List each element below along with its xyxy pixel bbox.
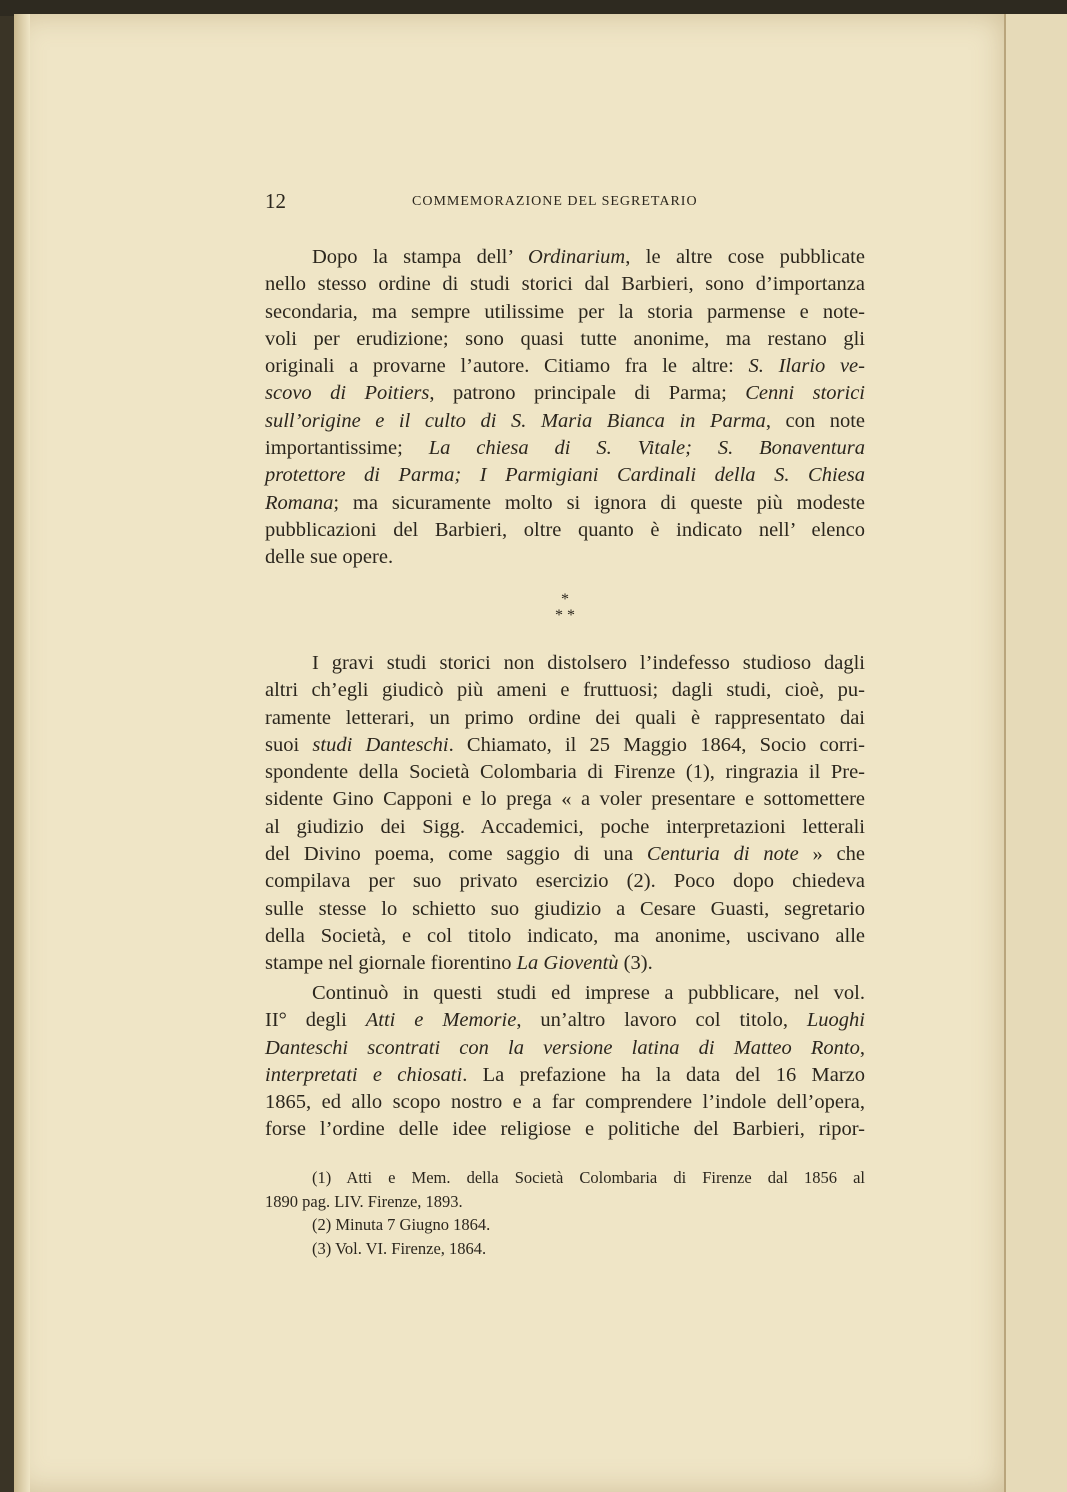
italic-text: studi Danteschi (312, 733, 449, 756)
text-run: , (859, 1036, 865, 1059)
italic-text: La Gioventù (516, 952, 619, 975)
text-run: 1865, ed allo scopo nostro e a far comprendere l’indole dell’opera, (265, 1091, 865, 1114)
text-line (265, 244, 865, 271)
text-run: (3). (618, 952, 653, 975)
text-line (265, 1116, 865, 1143)
text-line (265, 271, 865, 298)
text-run: del Divino poema, come saggio di una (265, 843, 647, 866)
text-run: voli per erudizione; sono quasi tutte anonime, ma restano gli (265, 327, 865, 350)
italic-text: Ordinarium (528, 246, 626, 268)
text-line (265, 841, 865, 868)
text-run: II° degli (265, 1009, 366, 1032)
text-line (265, 705, 865, 732)
text-run: sidente Gino Capponi e lo prega « a voler presentare e sottomettere (265, 788, 865, 811)
text-run: ; ma sicuramente molto si ignora di queste più modeste (333, 491, 865, 514)
italic-text: Romana (265, 491, 334, 514)
paragraph (265, 650, 865, 978)
italic-text: Luoghi (806, 1009, 866, 1032)
italic-text: Cenni storici (745, 382, 865, 405)
text-line (265, 326, 865, 353)
text-line (265, 923, 865, 950)
text-run: , le altre cose pubblicate (625, 246, 865, 268)
text-line (265, 435, 865, 462)
footnote: (3) Vol. VI. Firenze, 1864. (312, 1238, 487, 1258)
text-run: I gravi studi storici non distolsero l’indefesso studioso dagli (312, 652, 865, 674)
italic-text: protettore di Parma; I Parmigiani Cardinali della S. Chiesa (265, 464, 865, 487)
text-run: suoi (265, 733, 313, 756)
italic-text: Centuria di note (646, 843, 799, 866)
text-line (265, 462, 865, 489)
italic-text: sull’origine e il culto di S. Maria Bianca in Parma (265, 409, 766, 432)
next-page-edge (1004, 14, 1067, 1492)
italic-text: La chiesa di S. Vitale; S. Bonaventura (428, 437, 866, 460)
text-run: forse l’ordine delle idee religiose e politiche del Barbieri, ripor- (265, 1118, 865, 1141)
text-run: . Chiamato, il 25 Maggio 1864, Socio corri- (448, 733, 865, 756)
text-line (265, 1035, 865, 1062)
italic-text: scovo di Poitiers (265, 382, 430, 405)
footnote: (1) Atti e Mem. della Società Colombaria di Firenze dal 1856 al (312, 1168, 865, 1187)
text-run: , con note (765, 409, 866, 432)
text-run: nello stesso ordine di studi storici dal Barbieri, sono d’importanza (265, 273, 865, 296)
text-run: sulle stesse lo schietto suo giudizio a Cesare Guasti, segretario (265, 897, 865, 920)
text-run: Dopo la stampa dell’ (312, 246, 529, 268)
text-run: Continuò in questi studi ed imprese a pubblicare, nel vol. (312, 982, 865, 1004)
page-gutter-shadow (14, 14, 30, 1492)
italic-text: Atti e Memorie (365, 1009, 517, 1032)
text-line (265, 490, 865, 517)
italic-text: Danteschi scontrati con la versione latina di Matteo Ronto (265, 1036, 860, 1059)
text-line (265, 759, 865, 786)
italic-text: S. Ilario ve- (748, 355, 865, 378)
text-line (265, 786, 865, 813)
text-line (265, 732, 865, 759)
text-line (265, 353, 865, 380)
text-run: originali a provarne l’autore. Citiamo fra le altre: (265, 355, 749, 378)
text-line (265, 896, 865, 923)
text-line (265, 814, 865, 841)
text-run: , un’altro lavoro col titolo, (516, 1009, 807, 1032)
text-run: compilava per suo privato esercizio (2). Poco dopo chiedeva (265, 870, 865, 893)
text-run: spondente della Società Colombaria di Firenze (1), ringrazia il Pre- (265, 761, 865, 784)
paragraph (265, 980, 865, 1144)
footnotes (265, 1166, 865, 1260)
text-line (265, 950, 865, 977)
text-run: altri ch’egli giudicò più ameni e fruttuosi; dagli studi, cioè, pu- (265, 679, 865, 702)
text-line (265, 299, 865, 326)
text-run: secondaria, ma sempre utilissime per la storia parmense e note- (265, 300, 865, 323)
text-run: , patrono principale di Parma; (429, 382, 746, 405)
italic-text: interpretati e chiosati (265, 1063, 463, 1086)
section-separator: * * * (555, 591, 575, 624)
running-head: COMMEMORAZIONE DEL SEGRETARIO (412, 194, 698, 209)
text-line (265, 1007, 865, 1034)
footnote: (2) Minuta 7 Giugno 1864. (312, 1215, 491, 1234)
text-run: importantissime; (265, 437, 429, 460)
text-run: » che (798, 843, 865, 866)
text-line (265, 1062, 865, 1089)
text-line (265, 677, 865, 704)
text-line (265, 517, 865, 544)
text-line (265, 1089, 865, 1116)
text-line (265, 408, 865, 435)
text-line (265, 650, 865, 677)
text-run: delle sue opere. (265, 546, 394, 569)
text-run: pubblicazioni del Barbieri, oltre quanto è indicato nell’ elenco (265, 518, 865, 541)
footnote-continuation: 1890 pag. LIV. Firenze, 1893. (265, 1191, 463, 1211)
text-line (265, 380, 865, 407)
text-line (265, 868, 865, 895)
paragraph (265, 244, 865, 572)
text-run: della Società, e col titolo indicato, ma anonime, uscivano alle (265, 924, 865, 947)
text-run: . La prefazione ha la data del 16 Marzo (462, 1063, 866, 1086)
text-line (265, 544, 865, 571)
text-run: al giudizio dei Sigg. Accademici, poche interpretazioni letterali (265, 815, 865, 838)
text-run: stampe nel giornale fiorentino (265, 952, 517, 975)
text-run: ramente letterari, un primo ordine dei quali è rappresentato dai (265, 706, 865, 729)
text-line (265, 980, 865, 1007)
page-number: 12 (265, 189, 286, 213)
